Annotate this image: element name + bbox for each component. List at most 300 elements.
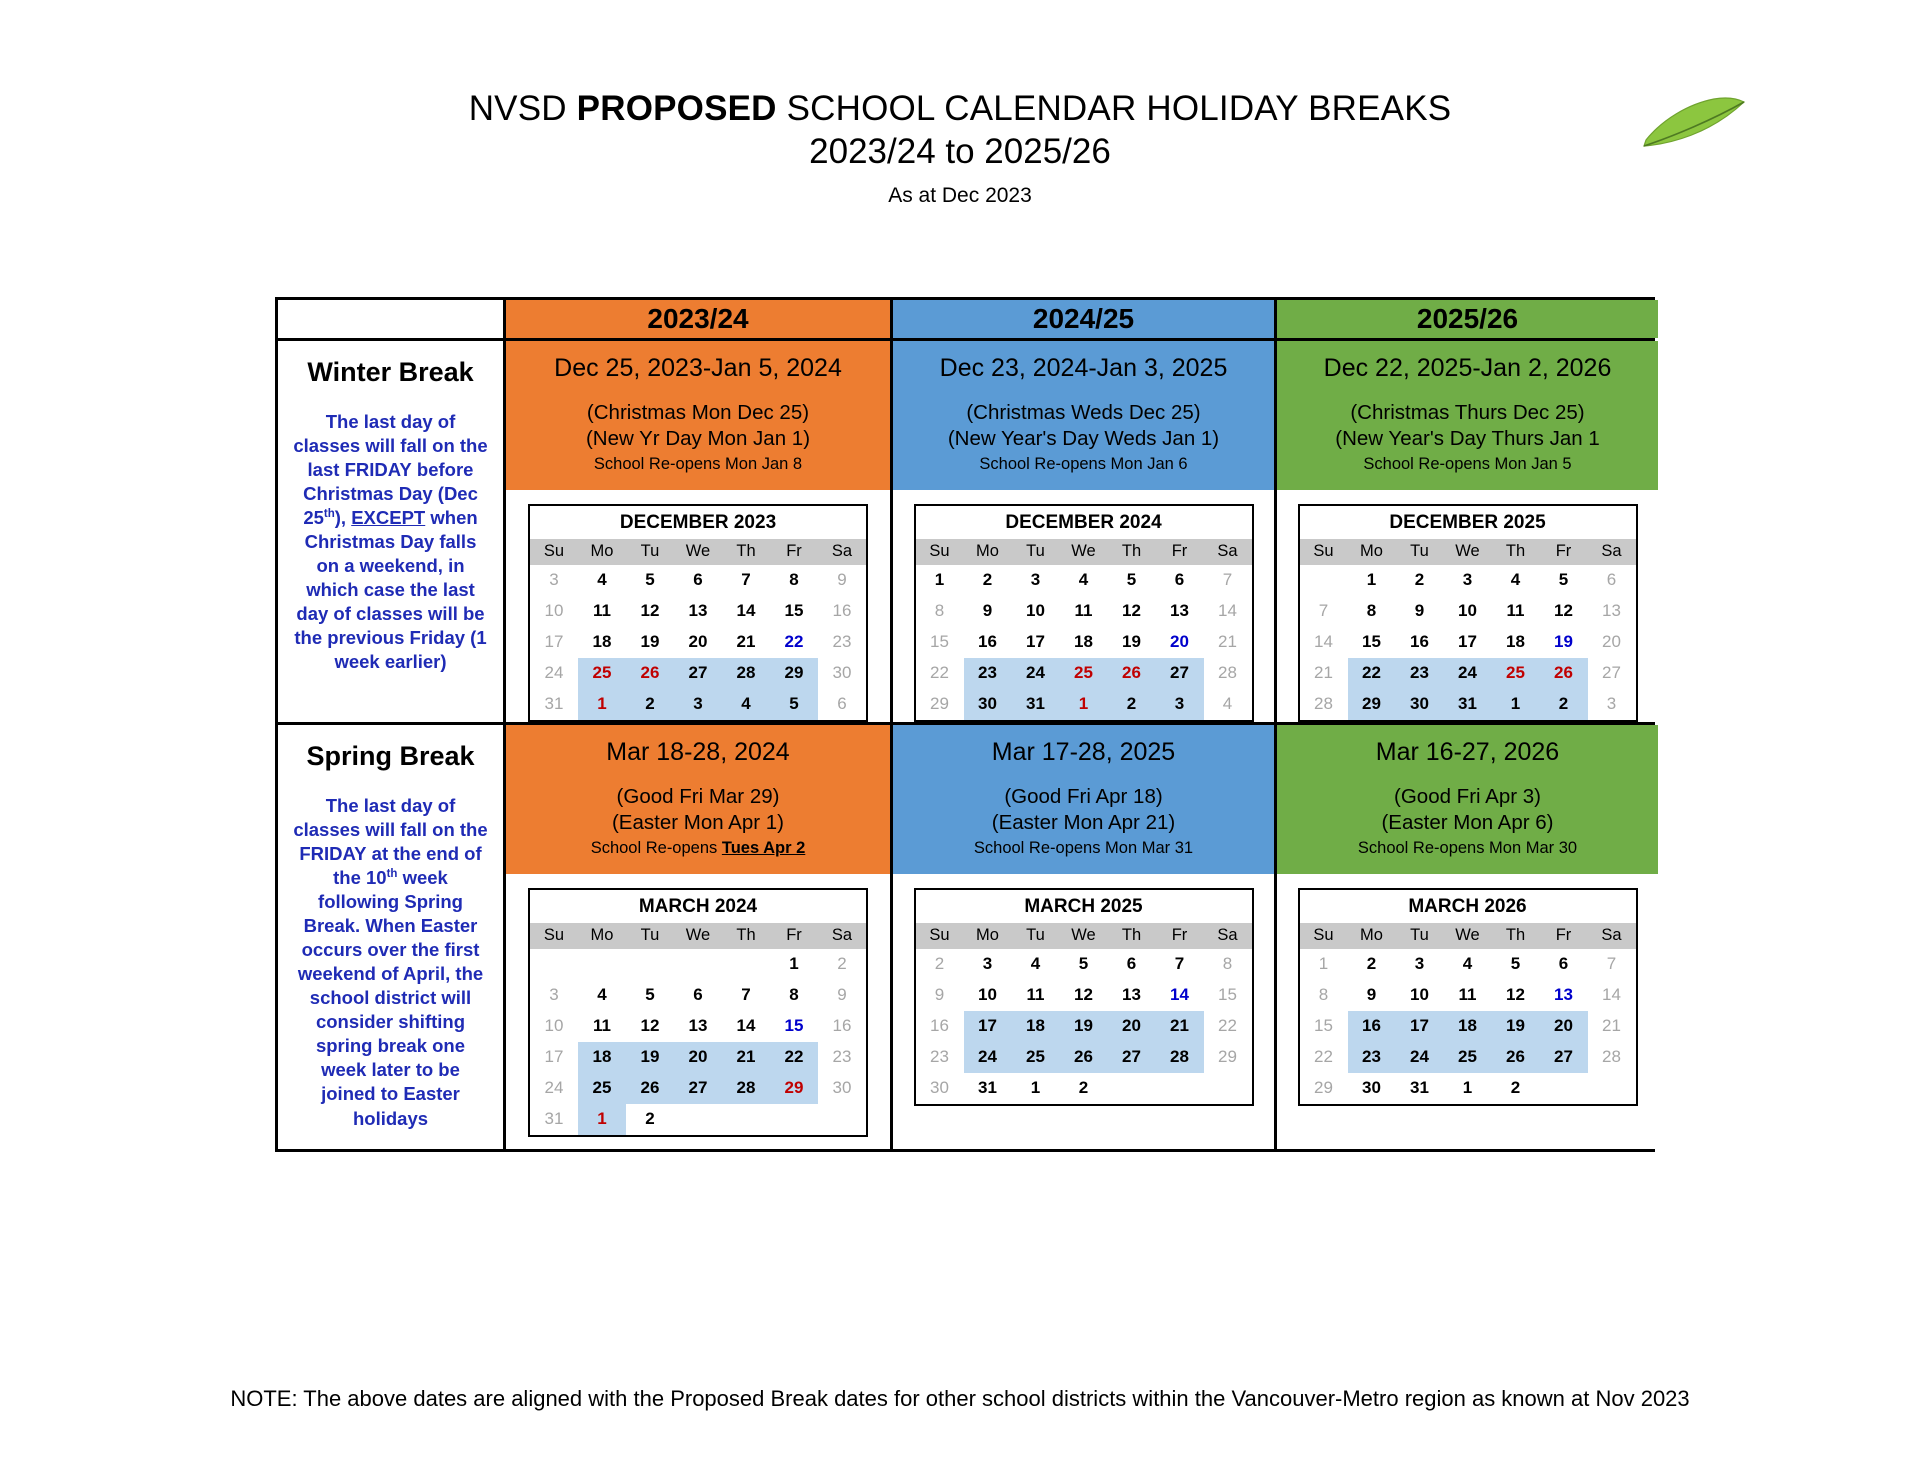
calendar-day[interactable]: 27: [674, 1073, 722, 1104]
calendar-day[interactable]: 4: [1510, 570, 1521, 590]
calendar-day[interactable]: 26: [1540, 658, 1588, 689]
calendar-day[interactable]: 10: [1410, 985, 1429, 1005]
calendar-day[interactable]: 9: [1366, 985, 1377, 1005]
calendar-day[interactable]: 26: [1060, 1042, 1108, 1073]
calendar-dow-we: We: [1444, 923, 1492, 949]
winter-2025-26-band: [1277, 341, 1658, 490]
winter-note-p1: The last day of classes will fall on the last: [293, 411, 488, 481]
calendar-dow-we: We: [674, 923, 722, 949]
calendar-day[interactable]: 1: [1462, 1078, 1473, 1098]
calendar-day[interactable]: 5: [1510, 954, 1521, 974]
calendar-day[interactable]: 1: [578, 689, 626, 720]
calendar-day[interactable]: 27: [1156, 658, 1204, 689]
calendar-day[interactable]: 20: [1108, 1011, 1156, 1042]
spring-2023-24-note2: (Easter Mon Apr 1): [611, 811, 785, 835]
calendar-day[interactable]: 2: [626, 689, 674, 720]
calendar-day[interactable]: 2: [934, 954, 945, 974]
calendar-day[interactable]: 29: [770, 658, 818, 689]
calendar-day[interactable]: 18: [1506, 632, 1525, 652]
title-bold: PROPOSED: [576, 89, 777, 128]
calendar-day[interactable]: 7: [1174, 954, 1185, 974]
calendar-day[interactable]: 22: [1348, 658, 1396, 689]
calendar-day[interactable]: 29: [1314, 1078, 1333, 1098]
calendar-day[interactable]: 3: [674, 689, 722, 720]
calendar-day[interactable]: 11: [593, 601, 611, 621]
calendar-day[interactable]: 8: [789, 985, 799, 1005]
calendar-day[interactable]: 21: [1314, 663, 1333, 683]
calendar-day[interactable]: 31: [1444, 689, 1492, 720]
winter-2023-24-calendar-area: [506, 490, 890, 722]
calendar-day[interactable]: 13: [1602, 601, 1621, 621]
calendar-day[interactable]: 29: [1348, 689, 1396, 720]
calendar-day[interactable]: 23: [832, 1047, 852, 1067]
calendar-day[interactable]: 24: [1012, 658, 1060, 689]
calendar-day[interactable]: 15: [1362, 632, 1381, 652]
calendar-title: MARCH 2024: [530, 890, 866, 923]
winter-2025-26-range: Dec 22, 2025-Jan 2, 2026: [1323, 354, 1612, 382]
calendar-day[interactable]: 28: [1156, 1042, 1204, 1073]
calendar-day[interactable]: 24: [544, 1078, 564, 1098]
winter-note-friday: FRIDAY: [344, 459, 412, 481]
calendar-day[interactable]: 15: [784, 1016, 804, 1036]
calendar-dow-we: We: [674, 539, 722, 565]
calendar-day[interactable]: 12: [1506, 985, 1525, 1005]
calendar-day-empty: [1156, 1073, 1204, 1104]
calendar-day[interactable]: 3: [982, 954, 993, 974]
calendar-day[interactable]: 15: [784, 601, 804, 621]
calendar-dow-th: Th: [1492, 539, 1540, 565]
calendar-day[interactable]: 5: [1558, 570, 1569, 590]
calendar-day[interactable]: 2: [1540, 689, 1588, 720]
calendar-day[interactable]: 2: [1414, 570, 1425, 590]
calendar-day[interactable]: 5: [1126, 570, 1137, 590]
calendar-day[interactable]: 24: [1396, 1042, 1444, 1073]
calendar-day[interactable]: 1: [578, 1104, 626, 1135]
calendar-day[interactable]: 1: [789, 954, 799, 974]
calendar-day[interactable]: 28: [1602, 1047, 1621, 1067]
winter-2023-24-band: [506, 341, 890, 490]
spring-break-title: Spring Break: [306, 740, 475, 771]
calendar-dow-su: Su: [1300, 923, 1348, 949]
calendar-dow-mo: Mo: [964, 539, 1012, 565]
calendar-dow-su: Su: [530, 539, 578, 565]
calendar-day[interactable]: 5: [645, 570, 655, 590]
calendar-day[interactable]: 17: [1026, 632, 1045, 652]
calendar-day[interactable]: 25: [578, 658, 626, 689]
winter-note-sup: th: [323, 508, 335, 521]
holiday-breaks-table: [275, 297, 1655, 1152]
calendar-dow-tu: Tu: [1012, 539, 1060, 565]
calendar-day[interactable]: 3: [1030, 570, 1041, 590]
calendar-day[interactable]: 15: [930, 632, 949, 652]
calendar-day-empty: [1588, 1073, 1636, 1104]
calendar-day[interactable]: 29: [930, 694, 949, 714]
calendar-day[interactable]: 7: [1222, 570, 1233, 590]
calendar-day[interactable]: 22: [784, 632, 804, 652]
calendar-dow-fr: Fr: [1156, 539, 1204, 565]
calendar-day[interactable]: 28: [722, 658, 770, 689]
calendar-mar-2026: [1298, 888, 1638, 1106]
calendar-day[interactable]: 10: [978, 985, 997, 1005]
calendar-day[interactable]: 31: [544, 1109, 564, 1129]
calendar-day[interactable]: 13: [688, 601, 708, 621]
calendar-day[interactable]: 24: [964, 1042, 1012, 1073]
calendar-day[interactable]: 27: [1108, 1042, 1156, 1073]
calendar-day[interactable]: 20: [1540, 1011, 1588, 1042]
calendar-day[interactable]: 8: [1366, 601, 1377, 621]
calendar-day[interactable]: 10: [544, 601, 564, 621]
winter-2023-24-note2: (New Yr Day Mon Jan 1): [585, 427, 811, 451]
calendar-dow-th: Th: [1108, 923, 1156, 949]
calendar-day[interactable]: 26: [1108, 658, 1156, 689]
calendar-day[interactable]: 18: [1074, 632, 1093, 652]
calendar-dow-tu: Tu: [1012, 923, 1060, 949]
winter-2023-24-note1: (Christmas Mon Dec 25): [586, 401, 810, 424]
winter-2025-26-note1: (Christmas Thurs Dec 25): [1350, 401, 1585, 424]
calendar-day[interactable]: 17: [544, 1047, 564, 1067]
calendar-day[interactable]: 23: [930, 1047, 949, 1067]
calendar-day[interactable]: 9: [982, 601, 993, 621]
calendar-day[interactable]: 12: [640, 601, 660, 621]
calendar-day-empty: [818, 1104, 866, 1135]
calendar-day[interactable]: 21: [1602, 1016, 1621, 1036]
calendar-day[interactable]: 10: [1026, 601, 1045, 621]
spring-2025-26-calendar-area: [1277, 874, 1658, 1149]
calendar-dow-mo: Mo: [964, 923, 1012, 949]
calendar-day[interactable]: 20: [1170, 632, 1189, 652]
calendar-day[interactable]: 21: [1156, 1011, 1204, 1042]
winter-break-label-cell: [278, 341, 506, 722]
calendar-day[interactable]: 1: [1030, 1078, 1041, 1098]
calendar-day[interactable]: 19: [1554, 632, 1573, 652]
calendar-dow-fr: Fr: [770, 923, 818, 949]
spring-break-note: [292, 794, 489, 1131]
winter-2023-24-range: Dec 25, 2023-Jan 5, 2024: [554, 354, 842, 382]
calendar-title: MARCH 2025: [916, 890, 1252, 923]
calendar-day[interactable]: 31: [1410, 1078, 1429, 1098]
header-year-2023-24: 2023/24: [506, 300, 890, 338]
calendar-day[interactable]: 17: [964, 1011, 1012, 1042]
calendar-day[interactable]: 14: [1314, 632, 1333, 652]
calendar-day[interactable]: 7: [741, 985, 751, 1005]
calendar-day[interactable]: 11: [1506, 601, 1525, 621]
calendar-dow-we: We: [1444, 539, 1492, 565]
calendar-dow-fr: Fr: [770, 539, 818, 565]
calendar-day[interactable]: 23: [964, 658, 1012, 689]
calendar-day[interactable]: 27: [674, 658, 722, 689]
calendar-day[interactable]: 10: [1458, 601, 1477, 621]
calendar-dow-mo: Mo: [578, 923, 626, 949]
calendar-day[interactable]: 2: [1108, 689, 1156, 720]
winter-2025-26-note2: (New Year's Day Thurs Jan 1: [1335, 427, 1600, 451]
spring-2025-26-note1: (Good Fri Apr 3): [1394, 784, 1541, 808]
calendar-day[interactable]: 22: [1218, 1016, 1237, 1036]
spring-note-p3: week following Spring Break. When Easter occurs over the first weekend of April, the school district will consider shifting spring break one week later to be joined to Easter holidays: [297, 867, 484, 1129]
calendar-day[interactable]: 19: [626, 1042, 674, 1073]
calendar-day[interactable]: 30: [964, 689, 1012, 720]
calendar-dow-mo: Mo: [578, 539, 626, 565]
calendar-day[interactable]: 24: [1444, 658, 1492, 689]
calendar-day[interactable]: 15: [1314, 1016, 1333, 1036]
calendar-day[interactable]: 10: [544, 1016, 564, 1036]
calendar-dec-2025: [1298, 504, 1638, 722]
calendar-day[interactable]: 6: [837, 694, 847, 714]
calendar-day[interactable]: 16: [1348, 1011, 1396, 1042]
calendar-day[interactable]: 5: [645, 985, 655, 1005]
calendar-grid: [530, 539, 866, 720]
calendar-day[interactable]: 8: [1318, 985, 1329, 1005]
calendar-day[interactable]: 14: [736, 1016, 756, 1036]
spring-2024-25-band: [893, 725, 1274, 874]
calendar-title: DECEMBER 2024: [916, 506, 1252, 539]
calendar-day[interactable]: 13: [1122, 985, 1141, 1005]
calendar-day[interactable]: 23: [1396, 658, 1444, 689]
winter-2023-24-cell: [506, 341, 890, 722]
spring-2023-24-reopen-em: Tues Apr 2: [721, 839, 806, 858]
calendar-day[interactable]: 20: [688, 632, 708, 652]
calendar-day[interactable]: 27: [1540, 1042, 1588, 1073]
calendar-day[interactable]: 9: [837, 985, 847, 1005]
calendar-grid: [916, 923, 1252, 1104]
winter-2025-26-reopen: School Re-opens Mon Jan 5: [1363, 455, 1572, 474]
calendar-grid: [530, 923, 866, 1135]
spring-2024-25-cell: [890, 725, 1274, 1149]
calendar-title: DECEMBER 2023: [530, 506, 866, 539]
calendar-day[interactable]: 31: [1012, 689, 1060, 720]
calendar-day[interactable]: 22: [930, 663, 949, 683]
calendar-day[interactable]: 12: [1074, 985, 1093, 1005]
calendar-dow-tu: Tu: [626, 539, 674, 565]
calendar-day[interactable]: 8: [789, 570, 799, 590]
header-blank-cell: [278, 300, 506, 338]
calendar-day[interactable]: 25: [578, 1073, 626, 1104]
calendar-dow-fr: Fr: [1540, 539, 1588, 565]
winter-2024-25-range: Dec 23, 2024-Jan 3, 2025: [939, 354, 1228, 382]
calendar-day[interactable]: 6: [1558, 954, 1569, 974]
calendar-day[interactable]: 19: [640, 632, 660, 652]
spring-2025-26-range: Mar 16-27, 2026: [1375, 737, 1560, 766]
calendar-day[interactable]: 22: [1314, 1047, 1333, 1067]
calendar-day[interactable]: 18: [578, 1042, 626, 1073]
calendar-day[interactable]: 9: [837, 570, 847, 590]
calendar-day[interactable]: 17: [1458, 632, 1477, 652]
calendar-day[interactable]: 7: [1606, 954, 1617, 974]
calendar-day[interactable]: 31: [544, 694, 564, 714]
calendar-day[interactable]: 11: [1458, 985, 1477, 1005]
calendar-day[interactable]: 2: [1510, 1078, 1521, 1098]
calendar-dec-2024: [914, 504, 1254, 722]
calendar-day[interactable]: 20: [674, 1042, 722, 1073]
calendar-day[interactable]: 13: [1554, 985, 1573, 1005]
calendar-dow-mo: Mo: [1348, 539, 1396, 565]
calendar-day[interactable]: 14: [1170, 985, 1189, 1005]
calendar-day[interactable]: 30: [930, 1078, 949, 1098]
calendar-day[interactable]: 19: [1122, 632, 1141, 652]
winter-note-except: EXCEPT: [351, 507, 426, 529]
calendar-dow-th: Th: [722, 539, 770, 565]
calendar-dow-fr: Fr: [1540, 923, 1588, 949]
calendar-day[interactable]: 24: [544, 663, 564, 683]
calendar-day[interactable]: 3: [549, 985, 559, 1005]
calendar-day[interactable]: 1: [1492, 689, 1540, 720]
calendar-grid: [916, 539, 1252, 720]
calendar-day[interactable]: 18: [1444, 1011, 1492, 1042]
calendar-day-empty: [674, 1104, 722, 1135]
calendar-day[interactable]: 15: [1218, 985, 1237, 1005]
calendar-day[interactable]: 25: [1492, 658, 1540, 689]
calendar-day[interactable]: 20: [1602, 632, 1621, 652]
calendar-day[interactable]: 11: [1074, 601, 1093, 621]
calendar-day[interactable]: 29: [770, 1073, 818, 1104]
calendar-day[interactable]: 25: [1444, 1042, 1492, 1073]
calendar-day[interactable]: 3: [1414, 954, 1425, 974]
calendar-day[interactable]: 16: [978, 632, 997, 652]
calendar-day[interactable]: 1: [1060, 689, 1108, 720]
calendar-day[interactable]: 14: [1602, 985, 1621, 1005]
calendar-day[interactable]: 6: [693, 985, 703, 1005]
calendar-day[interactable]: 23: [832, 632, 852, 652]
calendar-day[interactable]: 2: [1366, 954, 1377, 974]
calendar-day[interactable]: 30: [832, 663, 852, 683]
calendar-day-empty: [626, 949, 674, 980]
winter-2024-25-note2: (New Year's Day Weds Jan 1): [947, 427, 1220, 451]
calendar-day[interactable]: 26: [626, 1073, 674, 1104]
calendar-day[interactable]: 2: [982, 570, 993, 590]
header-year-2025-26: 2025/26: [1274, 300, 1658, 338]
calendar-day[interactable]: 2: [645, 1109, 655, 1129]
page-subtitle: As at Dec 2023: [888, 184, 1032, 208]
calendar-day[interactable]: 19: [1060, 1011, 1108, 1042]
calendar-day[interactable]: 8: [1222, 954, 1233, 974]
calendar-day[interactable]: 17: [544, 632, 564, 652]
calendar-day[interactable]: 4: [597, 985, 607, 1005]
calendar-day[interactable]: 13: [1170, 601, 1189, 621]
calendar-day[interactable]: 27: [1602, 663, 1621, 683]
calendar-day[interactable]: 26: [1492, 1042, 1540, 1073]
calendar-day[interactable]: 3: [1462, 570, 1473, 590]
calendar-day[interactable]: 17: [1396, 1011, 1444, 1042]
calendar-day[interactable]: 22: [770, 1042, 818, 1073]
calendar-day[interactable]: 5: [1078, 954, 1089, 974]
calendar-day[interactable]: 29: [1218, 1047, 1237, 1067]
calendar-day[interactable]: 25: [1012, 1042, 1060, 1073]
calendar-day[interactable]: 5: [770, 689, 818, 720]
calendar-day[interactable]: 1: [1366, 570, 1377, 590]
winter-break-note: [292, 410, 489, 675]
calendar-day[interactable]: 16: [832, 1016, 852, 1036]
calendar-day[interactable]: 7: [741, 570, 751, 590]
calendar-day[interactable]: 21: [722, 1042, 770, 1073]
calendar-dow-mo: Mo: [1348, 923, 1396, 949]
table-header-row: [278, 300, 1652, 341]
spring-2023-24-band: [506, 725, 890, 874]
calendar-day[interactable]: 8: [934, 601, 945, 621]
calendar-day[interactable]: 6: [693, 570, 703, 590]
title-post: SCHOOL CALENDAR HOLIDAY BREAKS: [776, 89, 1452, 128]
calendar-day[interactable]: 1: [934, 570, 945, 590]
calendar-dow-sa: Sa: [1204, 923, 1252, 949]
spring-2023-24-calendar-area: [506, 874, 890, 1149]
calendar-day[interactable]: 4: [722, 689, 770, 720]
calendar-dow-tu: Tu: [1396, 539, 1444, 565]
header-year-2024-25: 2024/25: [890, 300, 1274, 338]
calendar-day[interactable]: 19: [1492, 1011, 1540, 1042]
calendar-day[interactable]: 21: [736, 632, 756, 652]
calendar-day[interactable]: 4: [1030, 954, 1041, 974]
calendar-day[interactable]: 3: [549, 570, 559, 590]
leaf-icon: [1640, 96, 1750, 152]
calendar-day[interactable]: 12: [1554, 601, 1573, 621]
calendar-day[interactable]: 9: [1414, 601, 1425, 621]
calendar-day[interactable]: 18: [592, 632, 612, 652]
calendar-day[interactable]: 30: [1396, 689, 1444, 720]
winter-2024-25-band: [893, 341, 1274, 490]
calendar-day[interactable]: 11: [593, 1016, 611, 1036]
calendar-day[interactable]: 4: [1222, 694, 1233, 714]
calendar-day[interactable]: 2: [1078, 1078, 1089, 1098]
calendar-day[interactable]: 14: [1218, 601, 1237, 621]
calendar-day[interactable]: 1: [1318, 954, 1329, 974]
calendar-dow-fr: Fr: [1156, 923, 1204, 949]
calendar-day[interactable]: 30: [1362, 1078, 1381, 1098]
calendar-day-empty: [674, 949, 722, 980]
page-header: [0, 0, 1920, 208]
calendar-day[interactable]: 31: [978, 1078, 997, 1098]
calendar-day[interactable]: 13: [688, 1016, 708, 1036]
calendar-day[interactable]: 25: [1060, 658, 1108, 689]
calendar-day[interactable]: 28: [1218, 663, 1237, 683]
calendar-day[interactable]: 3: [1606, 694, 1617, 714]
calendar-day[interactable]: 4: [1462, 954, 1473, 974]
spring-2025-26-note2: (Easter Mon Apr 6): [1381, 811, 1554, 835]
calendar-day[interactable]: 4: [597, 570, 607, 590]
calendar-day[interactable]: 14: [736, 601, 756, 621]
calendar-day[interactable]: 4: [1078, 570, 1089, 590]
calendar-day[interactable]: 23: [1348, 1042, 1396, 1073]
calendar-day[interactable]: 6: [1126, 954, 1137, 974]
page-title-years: 2023/24 to 2025/26: [809, 131, 1111, 171]
calendar-dec-2023: [528, 504, 868, 722]
calendar-day[interactable]: 6: [1174, 570, 1185, 590]
calendar-day[interactable]: 28: [1314, 694, 1333, 714]
calendar-day[interactable]: 16: [930, 1016, 949, 1036]
spring-2024-25-reopen: School Re-opens Mon Mar 31: [973, 839, 1194, 858]
calendar-title: DECEMBER 2025: [1300, 506, 1636, 539]
calendar-day[interactable]: 28: [722, 1073, 770, 1104]
calendar-day[interactable]: 21: [1218, 632, 1237, 652]
spring-note-sup: th: [386, 867, 398, 880]
calendar-day[interactable]: 12: [1122, 601, 1141, 621]
calendar-day[interactable]: 3: [1156, 689, 1204, 720]
calendar-day[interactable]: 2: [837, 954, 847, 974]
calendar-day[interactable]: 26: [626, 658, 674, 689]
calendar-day[interactable]: 16: [832, 601, 852, 621]
calendar-dow-su: Su: [916, 539, 964, 565]
calendar-day[interactable]: 16: [1410, 632, 1429, 652]
calendar-day[interactable]: 11: [1026, 985, 1045, 1005]
calendar-day-empty: [722, 949, 770, 980]
calendar-day[interactable]: 6: [1606, 570, 1617, 590]
calendar-day[interactable]: 18: [1012, 1011, 1060, 1042]
spring-break-section: [278, 725, 1652, 1149]
calendar-dow-sa: Sa: [818, 539, 866, 565]
calendar-day[interactable]: 30: [832, 1078, 852, 1098]
calendar-day[interactable]: 12: [640, 1016, 660, 1036]
calendar-day[interactable]: 9: [934, 985, 945, 1005]
calendar-day[interactable]: 7: [1318, 601, 1329, 621]
spring-2024-25-range: Mar 17-28, 2025: [991, 737, 1176, 766]
spring-2024-25-note1: (Good Fri Apr 18): [1004, 784, 1163, 808]
